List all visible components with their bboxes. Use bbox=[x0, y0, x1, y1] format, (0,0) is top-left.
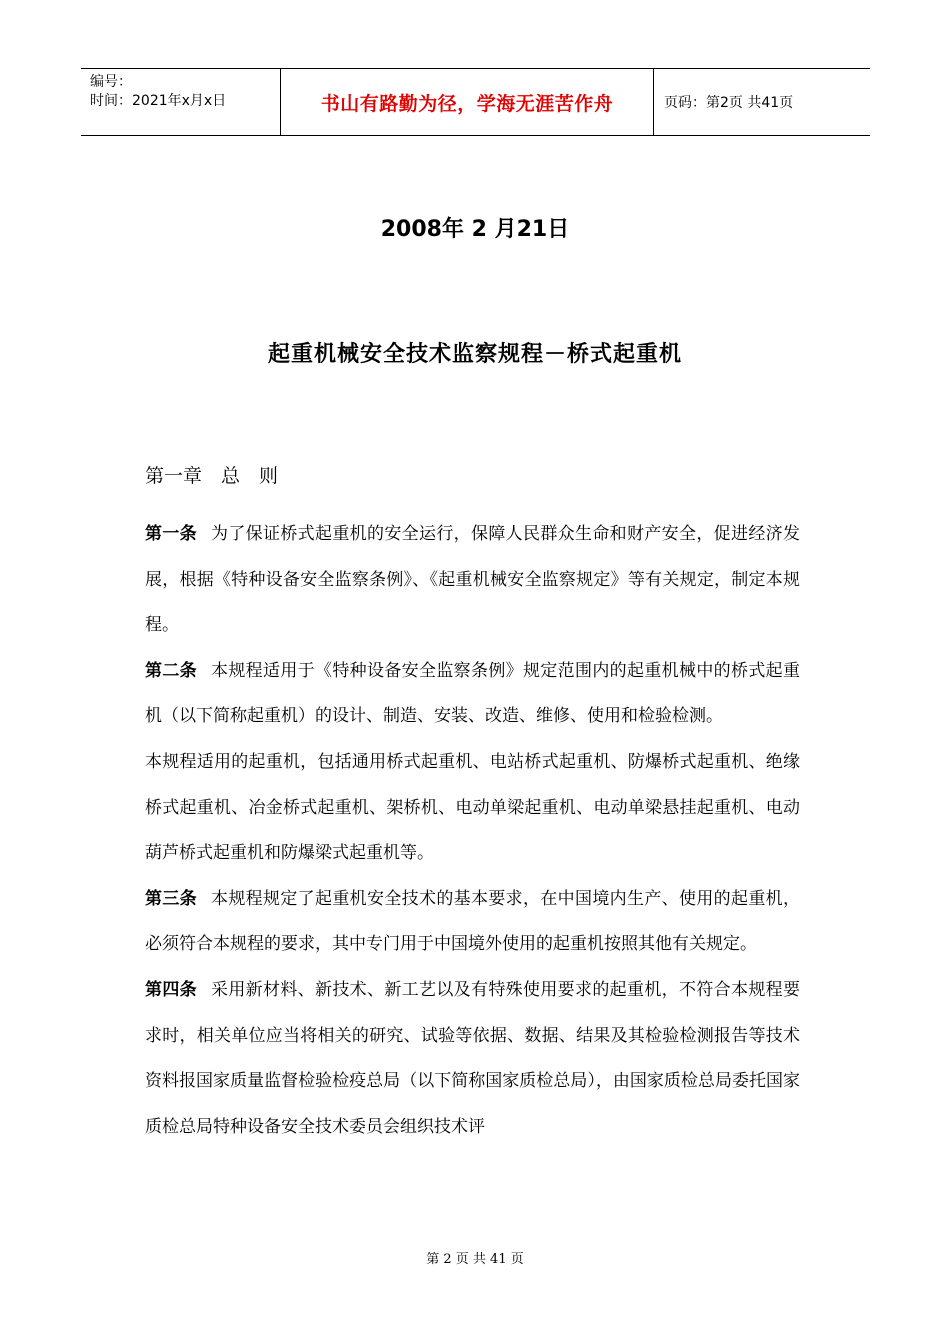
article-3 bbox=[145, 877, 800, 968]
document-body bbox=[145, 512, 800, 1150]
article-label: 第四条 bbox=[145, 979, 197, 1000]
header-number-label: 编号： bbox=[90, 74, 132, 90]
document-date: 2008年 2 月21日 bbox=[380, 217, 570, 242]
page-footer: 第 2 页 共 41 页 bbox=[426, 1252, 524, 1267]
article-2-continuation bbox=[145, 740, 800, 877]
article-text: 本规程适用于《特种设备安全监察条例》规定范围内的起重机械中的桥式起重机（以下简称起重机）的设计、制造、安装、改造、维修、使用和检验检测。 bbox=[145, 660, 800, 727]
header-meta-cell bbox=[81, 69, 281, 135]
article-4 bbox=[145, 968, 800, 1150]
article-1 bbox=[145, 512, 800, 649]
article-label: 第三条 bbox=[145, 888, 197, 909]
article-text: 采用新材料、新技术、新工艺以及有特殊使用要求的起重机，不符合本规程要求时，相关单位应当将相关的研究、试验等依据、数据、结果及其检验检测报告等技术资料报国家质量监督检验检疫总局（以下简称国家质检总局），由国家质检总局委托国家质检总局特种设备安全技术委员会组织技术评 bbox=[145, 979, 800, 1137]
article-text: 本规程规定了起重机安全技术的基本要求，在中国境内生产、使用的起重机，必须符合本规程的要求，其中专门用于中国境外使用的起重机按照其他有关规定。 bbox=[145, 888, 800, 955]
document-title: 起重机械安全技术监察规程－桥式起重机 bbox=[267, 342, 682, 367]
header-page-info: 页码：第2页 共41页 bbox=[664, 95, 794, 111]
article-label: 第二条 bbox=[145, 660, 197, 681]
article-label: 第一条 bbox=[145, 524, 197, 544]
chapter-heading: 第一章 总 则 bbox=[145, 465, 279, 487]
header-table bbox=[81, 68, 870, 136]
article-text: 本规程适用的起重机，包括通用桥式起重机、电站桥式起重机、防爆桥式起重机、绝缘桥式起重机、冶金桥式起重机、架桥机、电动单梁起重机、电动单梁悬挂起重机、电动葫芦桥式起重机和防爆梁式起重机等。 bbox=[145, 751, 800, 864]
header-time-label: 时间：2021年x月x日 bbox=[90, 93, 227, 109]
header-motto: 书山有路勤为径，学海无涯苦作舟 bbox=[281, 69, 654, 135]
article-text: 为了保证桥式起重机的安全运行，保障人民群众生命和财产安全，促进经济发展，根据《特种设备安全监察条例》、《起重机械安全监察规定》等有关规定，制定本规程。 bbox=[145, 524, 800, 636]
article-2 bbox=[145, 649, 800, 740]
